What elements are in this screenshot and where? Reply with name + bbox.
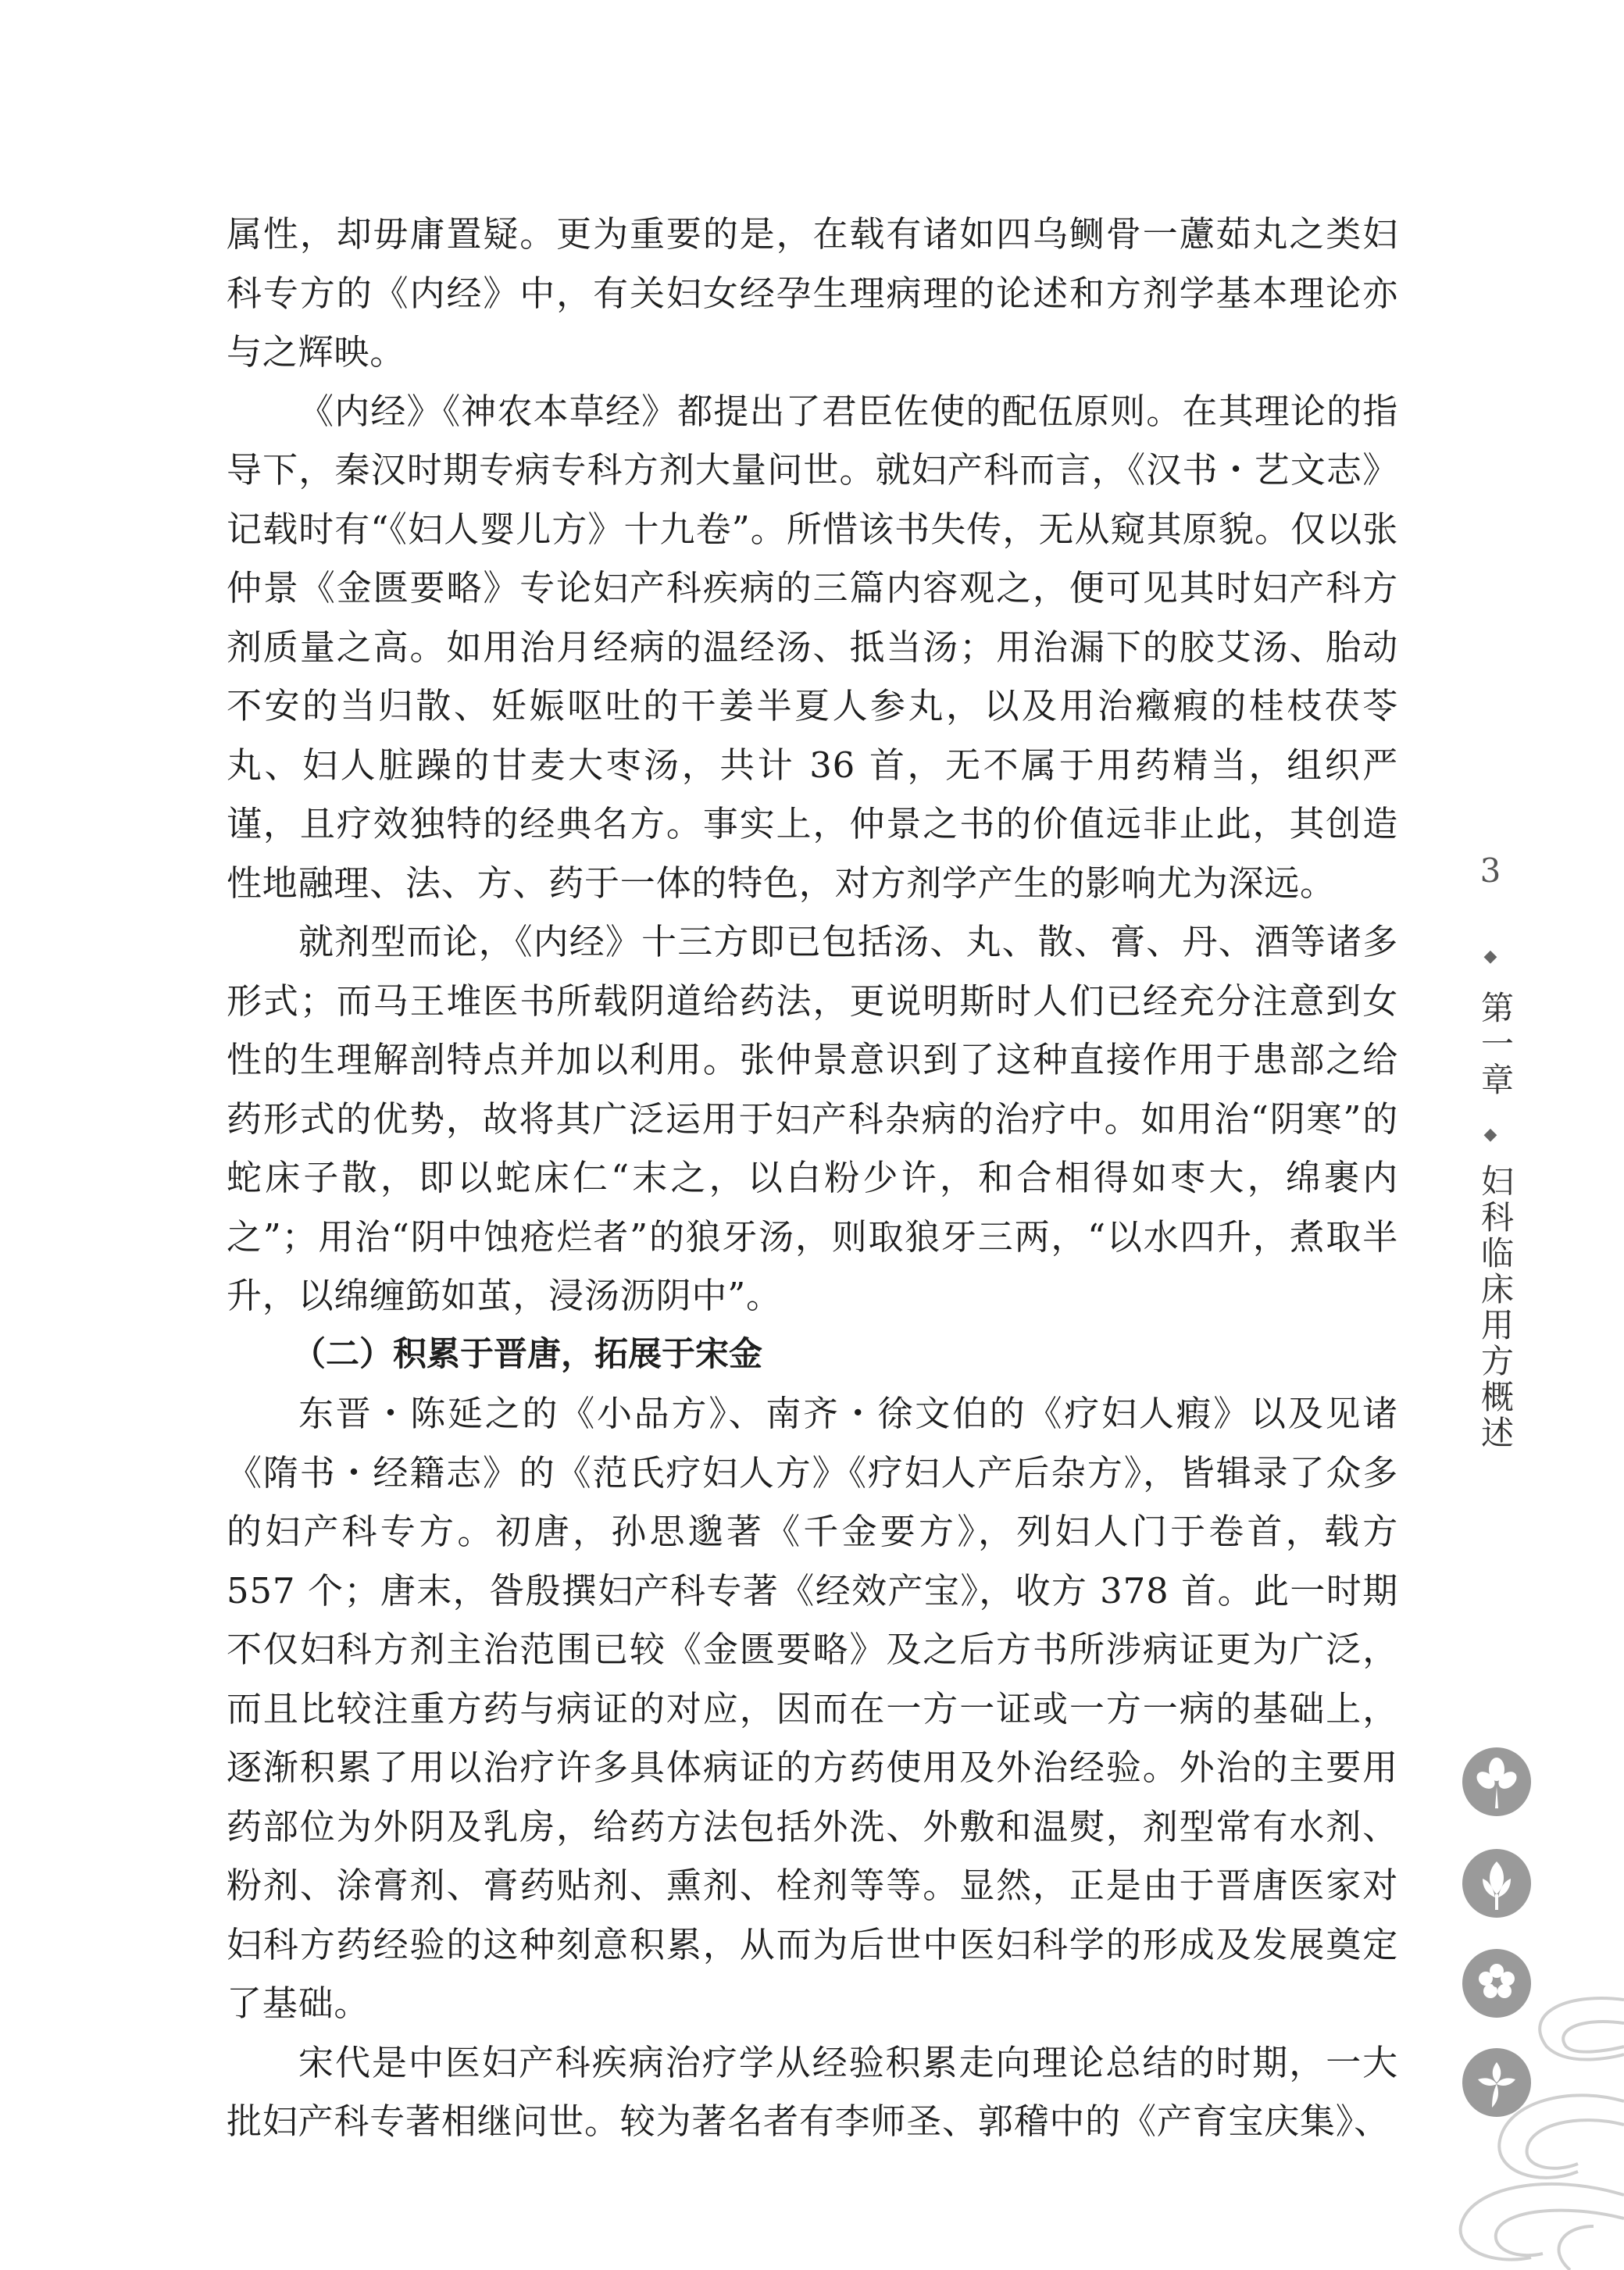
section-heading: （二）积累于晋唐，拓展于宋金 bbox=[292, 1334, 762, 1374]
diamond-separator-icon: ◆ bbox=[1483, 1125, 1497, 1144]
paragraph-4: 东晋・陈延之的《小品方》、南齐・徐文伯的《疗妇人瘕》以及见诸《隋书・经籍志》的《范氏疗妇人方》《疗妇人产后杂方》，皆辑录了众多的妇产科专方。初唐，孙思邈著《千金要方》，列妇人门于卷首，载方 557 个；唐末，昝殷撰妇产科专著《经效产宝》，收方 378 首。此一时期不仅妇科方剂主治范围已较《金匮要略》及之后方书所涉病证更为广泛，而且比较注重方药与病证的对应，因而在一方一证或一方一病的基础上，逐渐积累了用以治疗许多具体病证的方药使用及外治经验。外治的主要用药部位为外阴及乳房，给药方法包括外洗、外敷和温熨，剂型常有水剂、粉剂、涂膏剂、膏药贴剂、熏剂、栓剂等等。显然，正是由于晋唐医家对妇科方药经验的这种刻意积累，从而为后世中医妇科学的形成及发展奠定了基础。 bbox=[227, 1393, 1398, 2024]
chapter-label: 第一章 bbox=[1476, 990, 1515, 1098]
flower-ornament-icon bbox=[1461, 1746, 1533, 1818]
diamond-separator-icon: ◆ bbox=[1483, 947, 1497, 966]
main-text-column bbox=[227, 205, 1398, 2151]
leaf-ornament-icon bbox=[1461, 1847, 1533, 1919]
paragraph-5: 宋代是中医妇产科疾病治疗学从经验积累走向理论总结的时期，一大批妇产科专著相继问世。较为著名者有李师圣、郭稽中的《产育宝庆集》、 bbox=[227, 2041, 1398, 2142]
paragraph-2: 《内经》《神农本草经》都提出了君臣佐使的配伍原则。在其理论的指导下，秦汉时期专病专科方剂大量问世。就妇产科而言，《汉书・艺文志》记载时有“《妇人婴儿方》十九卷”。所惜该书失传，无从窥其原貌。仅以张仲景《金匮要略》专论妇产科疾病的三篇内容观之，便可见其时妇产科方剂质量之高。如用治月经病的温经汤、抵当汤；用治漏下的胶艾汤、胎动不安的当归散、妊娠呕吐的干姜半夏人参丸，以及用治癥瘕的桂枝茯苓丸、妇人脏躁的甘麦大枣汤，共计 36 首，无不属于用药精当，组织严谨，且疗效独特的经典名方。事实上，仲景之书的价值远非止此，其创造性地融理、法、方、药于一体的特色，对方剂学产生的影响尤为深远。 bbox=[227, 390, 1398, 904]
chapter-title: 妇科临床用方概述 bbox=[1476, 1164, 1515, 1451]
paragraph-3: 就剂型而论，《内经》十三方即已包括汤、丸、散、膏、丹、酒等诸多形式；而马王堆医书所载阴道给药法，更说明斯时人们已经充分注意到女性的生理解剖特点并加以利用。张仲景意识到了这种直接作用于患部之给药形式的优势，故将其广泛运用于妇产科杂病的治疗中。如用治“阴寒”的蛇床子散，即以蛇床仁“末之，以白粉少许，和合相得如枣大，绵裹内之”；用治“阴中蚀疮烂者”的狼牙汤，则取狼牙三两，“以水四升，煮取半升，以绵缠筯如茧，浸汤沥阴中”。 bbox=[227, 921, 1398, 1316]
paragraph-1: 属性，却毋庸置疑。更为重要的是，在载有诸如四乌鲗骨一藘茹丸之类妇科专方的《内经》中，有关妇女经孕生理病理的论述和方剂学基本理论亦与之辉映。 bbox=[227, 213, 1398, 373]
page-number: 3 bbox=[1479, 851, 1501, 890]
cloud-swirl-ornament bbox=[1312, 1968, 1624, 2270]
